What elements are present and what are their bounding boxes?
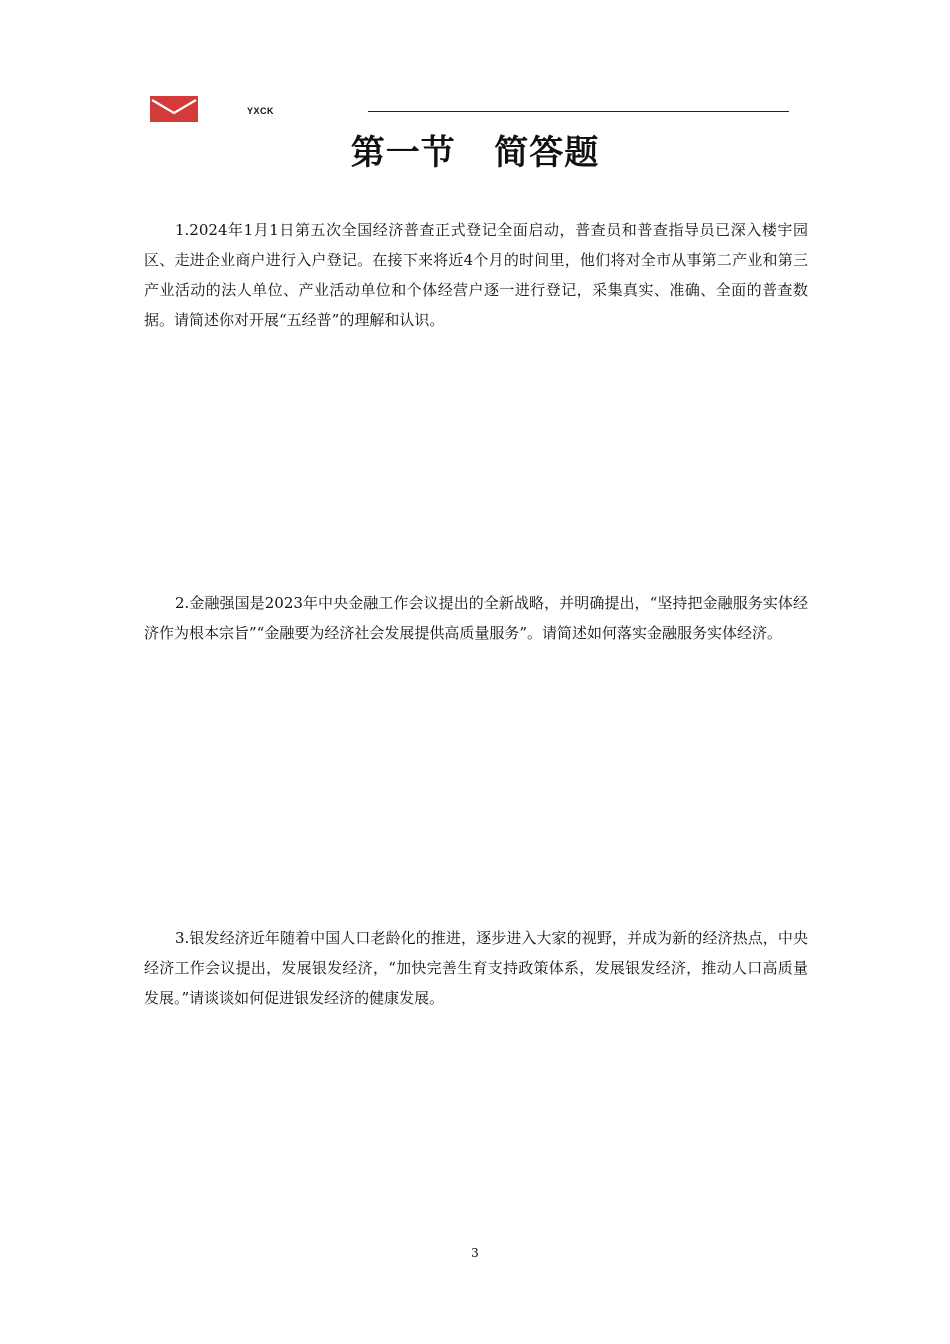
section-title: 第一节 简答题 [350,133,600,173]
question-3: 3.银发经济近年随着中国人口老龄化的推进，逐步进入大家的视野，并成为新的经济热点，中央经济工作会议提出，发展银发经济，“加快完善生育支持政策体系，发展银发经济，推动人口高质量发展。”请谈谈如何促进银发经济的健康发展。 [144,929,808,1007]
logo-text: YXCK [247,106,275,116]
question-2: 2.金融强国是2023年中央金融工作会议提出的全新战略，并明确提出，“坚持把金融服务实体经济作为根本宗旨”“金融要为经济社会发展提供高质量服务”。请简述如何落实金融服务实体经济。 [144,594,808,642]
envelope-logo-icon [150,96,198,122]
header-divider [368,111,789,112]
page-number: 3 [471,1246,479,1260]
question-1: 1.2024年1月1日第五次全国经济普查正式登记全面启动，普查员和普查指导员已深入楼宇园区、走进企业商户进行入户登记。在接下来将近4个月的时间里，他们将对全市从事第二产业和第三产业活动的法人单位、产业活动单位和个体经营户逐一进行登记，采集真实、准确、全面的普查数据。请简述你对开展“五经普”的理解和认识。 [144,221,808,329]
